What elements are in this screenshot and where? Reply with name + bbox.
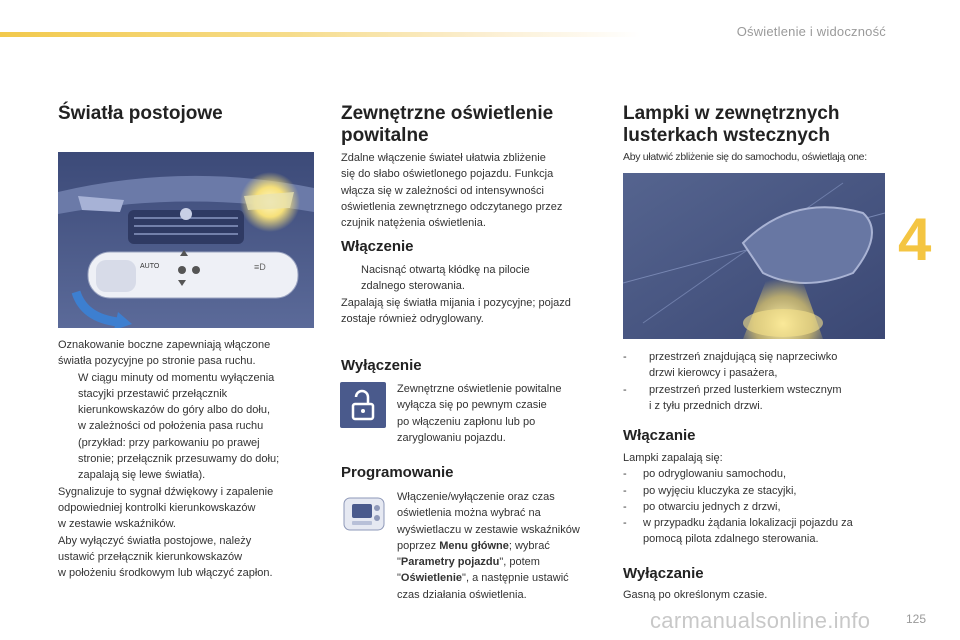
text-line: w przypadku żądania lokalizacji pojazdu za — [643, 517, 853, 530]
text-run: " — [397, 556, 401, 569]
text-line: po włączeniu zapłonu lub po — [397, 415, 536, 428]
text-line: zaryglowaniu pojazdu. — [397, 431, 506, 444]
text-line: Sygnalizuje to sygnał dźwiękowy i zapalenie — [58, 485, 274, 498]
text-run: ", a następnie ustawić — [462, 572, 569, 585]
dash-marker: - — [623, 500, 627, 513]
list-item — [623, 349, 903, 382]
menu-name-lighting: Oświetlenie — [400, 572, 463, 585]
text-line: pomocą pilota zdalnego sterowania. — [643, 533, 819, 546]
text-line: Nacisnąć otwartą kłódkę na pilocie — [361, 264, 530, 276]
subheading-programming: Programowanie — [341, 464, 454, 481]
text-line: kierunkowskazów do góry albo do dołu, — [78, 404, 271, 417]
mirror-lamp-illustration — [623, 173, 885, 339]
text-line: czujnik natężenia oświetlenia. — [341, 217, 486, 230]
text-line: w zależności od położenia pasa ruchu — [78, 420, 264, 433]
text-line: wyłącza się po pewnym czasie — [397, 399, 547, 412]
text-line: Zapalają się światła mijania i pozycyjne; pojazd — [341, 296, 571, 309]
mirror-lamps-list — [623, 349, 903, 414]
text-line: włącza się w zależności od intensywności — [341, 184, 544, 197]
menu-name-vehicle-params: Parametry pojazdu — [400, 556, 500, 569]
text-line: Aby ułatwić zbliżenie się do samochodu, oświetlają one: — [623, 151, 867, 163]
dash-marker: - — [623, 517, 627, 530]
text-line: po otwarciu jednych z drzwi, — [643, 500, 781, 513]
dashboard-display-icon — [342, 494, 386, 534]
list-item — [623, 483, 903, 499]
text-line: światła pozycyjne po stronie pasa ruchu. — [58, 355, 256, 368]
list-item — [623, 382, 903, 415]
text-line: Gasną po określonym czasie. — [623, 589, 768, 601]
text-line: w położeniu środkowym lub włączyć zapłon. — [58, 567, 273, 580]
title-line: lusterkach wstecznych — [623, 125, 830, 146]
switch-on-text — [341, 262, 611, 327]
parking-lights-text — [58, 337, 318, 581]
text-line: w zestawie wskaźników. — [58, 518, 176, 531]
text-line: oświetlenia można wybrać na — [397, 507, 541, 520]
menu-name-main: Menu główne — [439, 539, 509, 552]
text-line: się do słabo oświetlonego pojazdu. Funkcja — [341, 168, 554, 181]
dash-marker: - — [623, 484, 627, 497]
text-line: Zdalne włączenie świateł ułatwia zbliżenie — [341, 152, 546, 164]
section-title-parking-lights: Światła postojowe — [58, 103, 223, 124]
svg-text:AUTO: AUTO — [140, 263, 160, 270]
section-title-mirror-lamps — [623, 103, 839, 147]
text-line: W ciągu minuty od momentu wyłączenia — [78, 371, 275, 384]
subheading-switch-on: Włączenie — [341, 238, 414, 255]
mirror-lamps-intro — [623, 149, 913, 165]
text-run: ; wybrać — [508, 539, 550, 552]
text-line: Włączenie/wyłączenie oraz czas — [397, 491, 555, 503]
page-header-title: Oświetlenie i widoczność — [736, 24, 886, 39]
bullet-item — [341, 262, 611, 295]
text-line: Oznakowanie boczne zapewniają włączone — [58, 339, 271, 351]
text-line: drzwi kierowcy i pasażera, — [649, 367, 778, 380]
switch-off-text — [397, 381, 607, 446]
subheading-switch-off: Wyłączenie — [341, 357, 422, 374]
section-title-welcome-lighting — [341, 103, 553, 147]
dash-marker: - — [623, 383, 627, 396]
page-number: 125 — [906, 612, 927, 626]
text-line: po odryglowaniu samochodu, — [643, 468, 787, 481]
text-line: przestrzeń przed lusterkiem wstecznym — [649, 383, 842, 396]
text-line: stacyjki przestawić przełącznik — [78, 387, 228, 400]
text-line: czas działania oświetlenia. — [397, 588, 527, 601]
title-line: Zewnętrzne oświetlenie — [341, 103, 554, 124]
text-line: po wyjęciu kluczyka ze stacyjki, — [643, 484, 797, 497]
welcome-lighting-intro — [341, 150, 611, 231]
text-line — [397, 570, 612, 586]
turning-on-list — [623, 450, 903, 548]
subheading-turning-off: Wyłączanie — [623, 565, 704, 582]
title-line: powitalne — [341, 125, 429, 146]
text-line: zdalnego sterowania. — [361, 280, 465, 293]
list-item — [623, 499, 903, 515]
unlock-padlock-icon — [340, 382, 386, 428]
list-item — [623, 515, 903, 548]
dash-marker: - — [623, 351, 627, 363]
text-line: zapalają się lewe światła). — [78, 469, 206, 482]
chapter-number: 4 — [898, 206, 932, 273]
list-item — [623, 466, 903, 482]
dash-marker: - — [623, 468, 627, 481]
watermark-text: carmanualsonline.info — [650, 608, 871, 633]
text-line: przestrzeń znajdującą się naprzeciwko — [649, 351, 838, 363]
subheading-turning-on: Włączanie — [623, 427, 696, 444]
text-run: ", potem — [499, 556, 540, 569]
text-line: wyświetlaczu w zestawie wskaźników — [397, 523, 580, 536]
text-line: odpowiedniej kontrolki kierunkowskazów — [58, 501, 256, 514]
text-line: Zewnętrzne oświetlenie powitalne — [397, 383, 562, 395]
header-accent-bar — [0, 32, 640, 37]
programming-text — [397, 489, 612, 603]
text-line: stronie; przełącznik przesuwamy do dołu; — [78, 453, 280, 466]
text-line — [397, 554, 612, 570]
text-run: poprzez — [397, 539, 440, 552]
text-line: Lampki zapalają się: — [623, 452, 723, 464]
svg-text:≡D: ≡D — [254, 262, 266, 272]
text-line — [397, 538, 612, 554]
bullet-item — [58, 370, 318, 484]
text-line: Aby wyłączyć światła postojowe, należy — [58, 534, 252, 547]
text-line: i z tyłu przednich drzwi. — [649, 399, 763, 412]
text-line: zostaje również odryglowany. — [341, 312, 484, 325]
turning-off-text — [623, 587, 903, 603]
text-run: " — [397, 572, 401, 585]
parking-lights-illustration — [58, 152, 314, 328]
text-line: oświetlenia zewnętrznego odczytanego przez — [341, 200, 563, 213]
title-line: Lampki w zewnętrznych — [623, 103, 840, 124]
text-line: ustawić przełącznik kierunkowskazów — [58, 550, 243, 563]
text-line: (przykład: przy parkowaniu po prawej — [78, 436, 260, 449]
